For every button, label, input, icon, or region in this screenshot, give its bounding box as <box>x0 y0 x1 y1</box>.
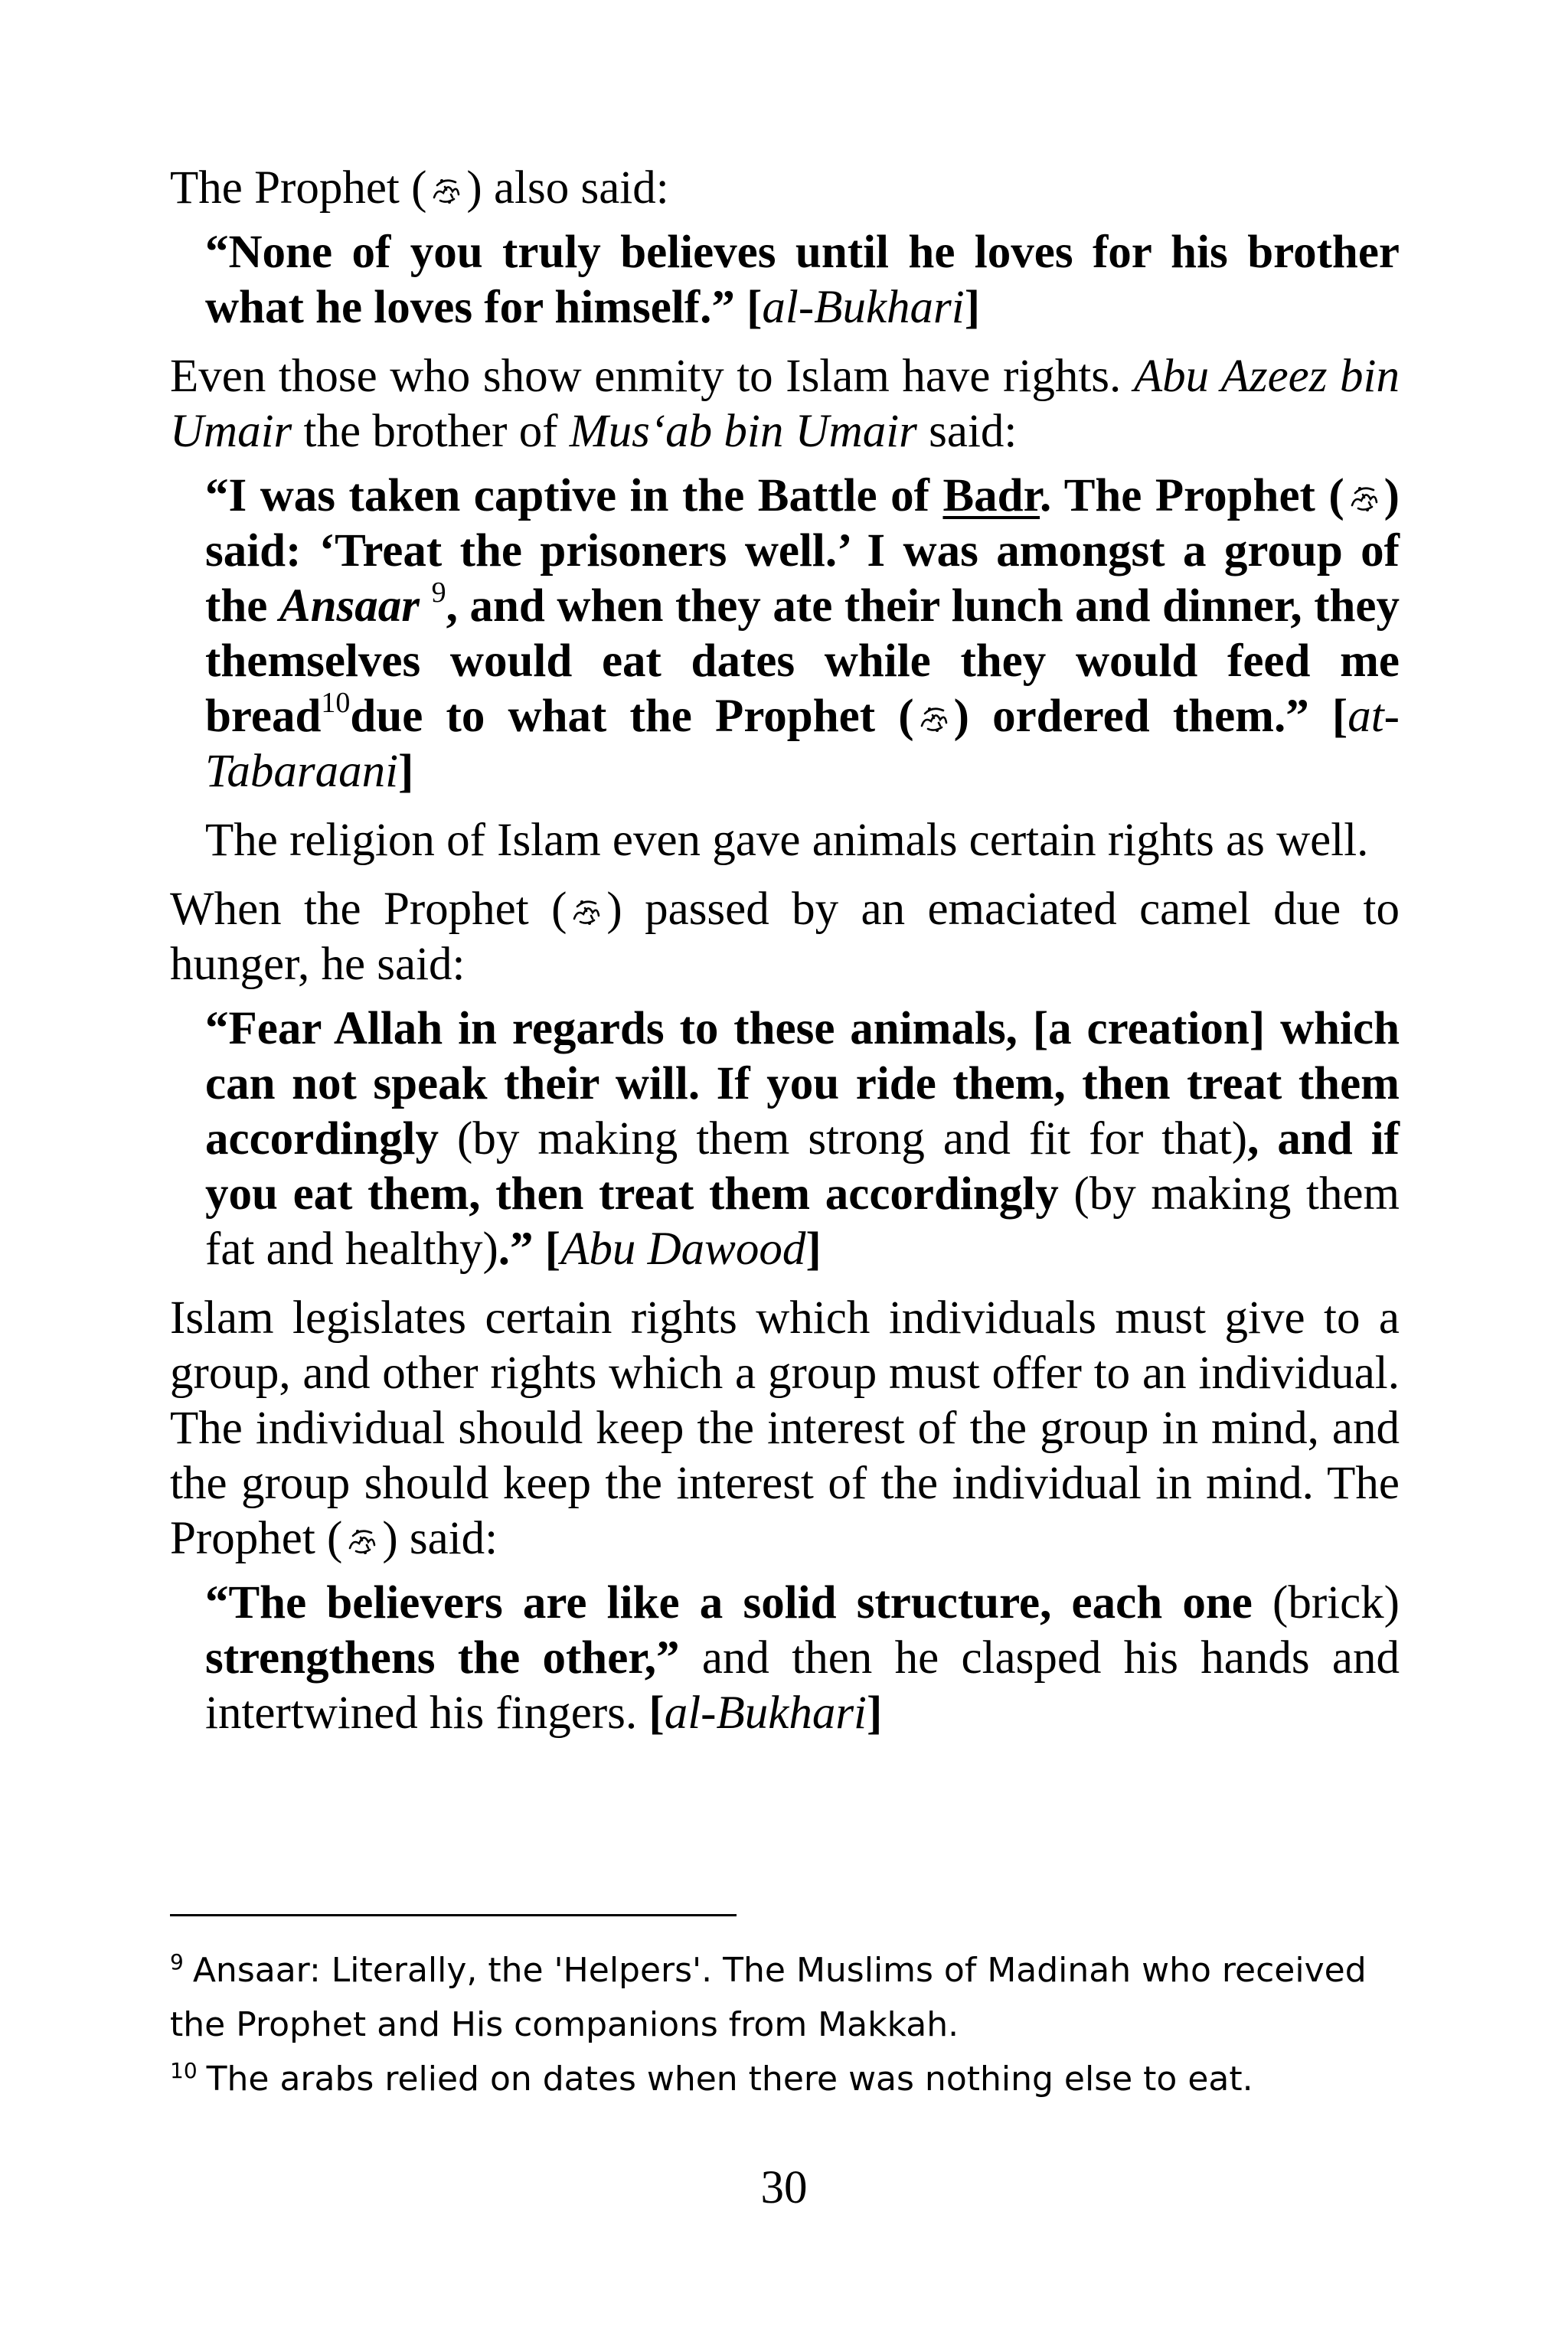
footnote-ref-9: 9 <box>431 577 446 609</box>
footnotes <box>170 1943 1410 2106</box>
source-citation: al-Bukhari <box>762 282 965 333</box>
source-citation: Abu Dawood <box>560 1223 806 1275</box>
quote-solid-structure: “The believers are like a solid structure, each one (brick) strengthens the other,” and then he clasped his hands and intertwined his fingers. [al-Bukhari] <box>205 1577 1400 1739</box>
footnote-10: $^{10}$ The arabs relied on dates when there was nothing else to eat. <box>170 2058 1253 2099</box>
paragraph-prophet-said: The Prophet ( ) also said: <box>170 162 669 214</box>
salawat-icon <box>570 893 603 928</box>
salawat-icon <box>917 700 951 735</box>
footnote-ref-10: 10 <box>321 687 351 719</box>
page-number: 30 <box>760 2162 808 2213</box>
quote-hadith-brother: “None of you truly believes until he loves for his brother what he loves for himself.” [al-Bukhari] <box>205 227 1400 333</box>
salawat-icon <box>345 1522 379 1557</box>
salawat-icon <box>430 172 463 207</box>
quote-battle-of-badr: “I was taken captive in the Battle of Badr. The Prophet ( ) said: ‘Treat the prisoners well.’ I was amongst a group of the Ansaar $^9$, and when they ate their lunch and dinner, they themselves would eat dates while they would feed me bread$^{10}$due to what the Prophet ( ) ordered them.” [at-Tabaraani] <box>205 470 1400 797</box>
source-citation: at-Tabaraani <box>205 691 1400 797</box>
main-text <box>170 161 1400 1741</box>
paragraph-animal-rights: The religion of Islam even gave animals certain rights as well. <box>205 815 1369 866</box>
paragraph-individual-group: Islam legislates certain rights which individuals must give to a group, and other rights which a group must offer to an individual. The individual should keep the interest of the group in mind, and the group should keep the interest of the individual in mind. The Prophet ( ) said: <box>170 1292 1400 1564</box>
footnote-divider <box>170 1914 737 1916</box>
paragraph-emaciated-camel: When the Prophet ( ) passed by an emaciated camel due to hunger, he said: <box>170 884 1400 990</box>
source-citation: al-Bukhari <box>664 1687 867 1739</box>
paragraph-enmity: Even those who show enmity to Islam have rights. Abu Azeez bin Umair the brother of Mus‘ab bin Umair said: <box>170 351 1400 457</box>
quote-fear-allah-animals: “Fear Allah in regards to these animals, [a creation] which can not speak their will. If you ride them, then treat them accordingly (by making them strong and fit for that), and if you eat them, then treat them accordingly (by making them fat and healthy).” [Abu Dawood] <box>205 1003 1400 1275</box>
footnote-9: $^9$ Ansaar: Literally, the 'Helpers'. The Muslims of Madinah who received the Prophet and His companions from Makkah. <box>170 1949 1367 2044</box>
salawat-icon <box>1348 479 1381 514</box>
